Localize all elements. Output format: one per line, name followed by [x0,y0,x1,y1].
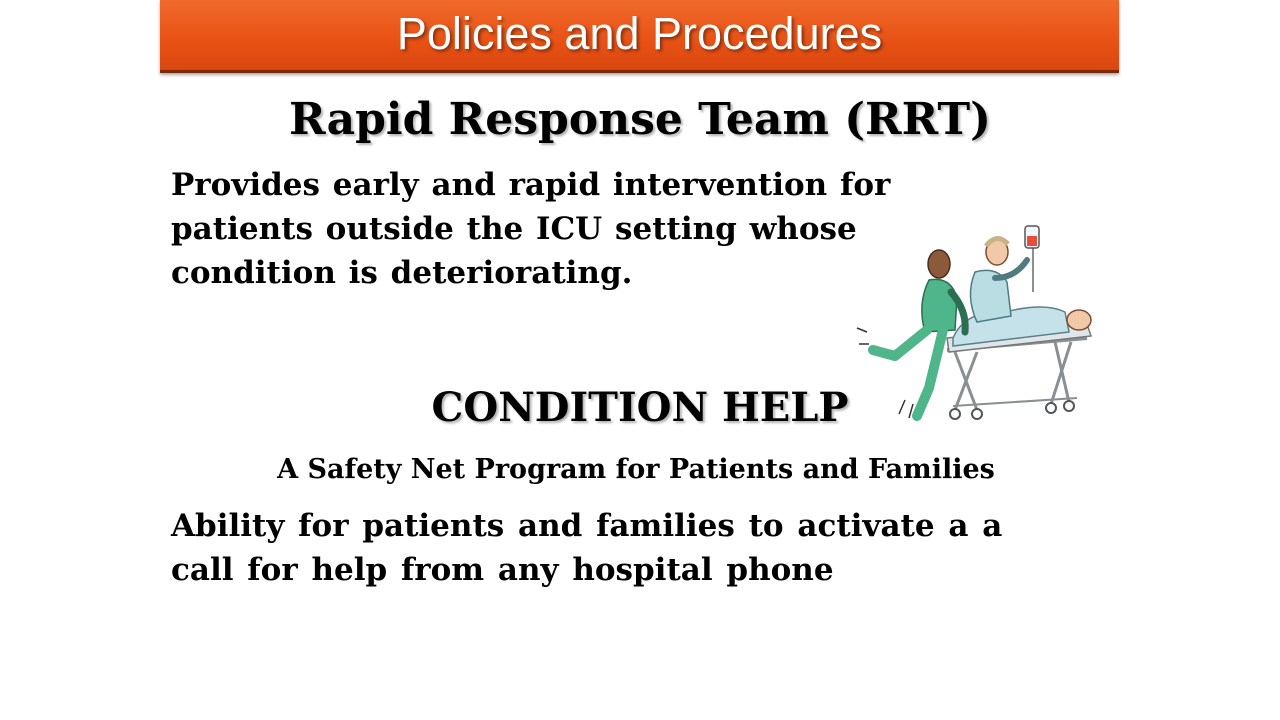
patient-head-icon [1067,310,1091,330]
motion-lines [857,328,867,332]
rrt-description-line: patients outside the ICU setting whose [171,211,857,247]
orderly-figure [922,279,957,332]
orderly-head-icon [928,250,950,278]
condition-help-line: call for help from any hospital phone [171,552,834,588]
condition-help-description [171,504,1081,592]
condition-help-heading: CONDITION HELP [431,384,849,431]
rrt-description-line: Provides early and rapid intervention for [171,167,891,203]
title-banner [160,0,1119,73]
condition-help-subtitle: A Safety Net Program for Patients and Families [277,454,995,485]
rrt-description-line: condition is deteriorating. [171,255,633,291]
slide-title: Policies and Procedures [396,7,883,59]
condition-help-line: Ability for patients and families to activate a a [171,508,1003,544]
rrt-heading: Rapid Response Team (RRT) [289,94,991,145]
rrt-description [171,163,971,295]
